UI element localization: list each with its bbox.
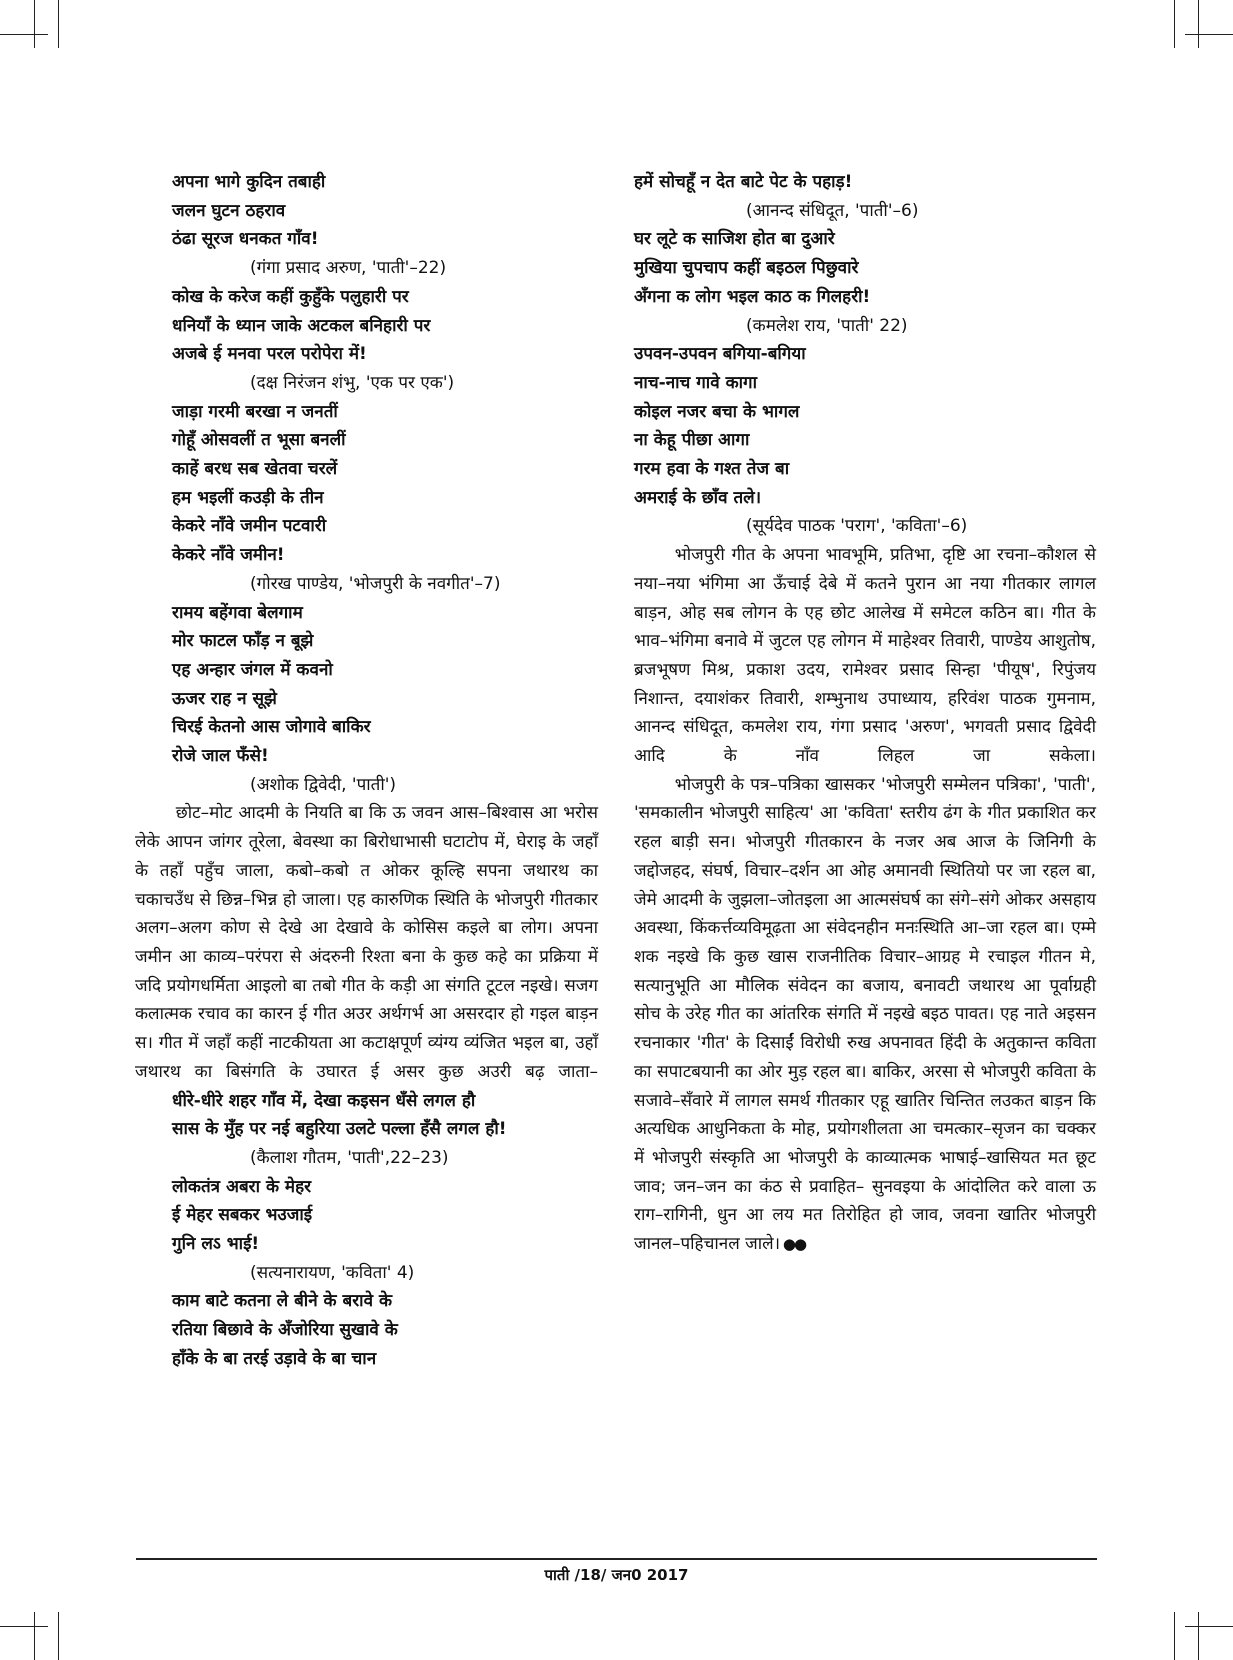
verse-line: जलन घुटन ठहराव: [172, 200, 286, 221]
verse-line: उपवन-उपवन बगिया-बगिया: [634, 344, 806, 365]
paragraph: [135, 799, 598, 1086]
paragraph: [634, 771, 1096, 1259]
verse-line: रामय बहेंगवा बेलगाम: [172, 602, 303, 623]
crop-mark: [0, 34, 48, 35]
crop-mark: [0, 1626, 48, 1627]
verse-line: केकरे नाँवे जमीन पटवारी: [172, 516, 327, 537]
verse-line: अमराई के छाँव तले।: [634, 487, 762, 508]
verse-line: गरम हवा के गश्त तेज बा: [634, 459, 790, 480]
verse-line: घर लूटे क साजिश होत बा दुआरे: [634, 229, 835, 250]
verse-line: ई मेहर सबकर भउजाई: [172, 1205, 313, 1226]
crop-mark: [58, 0, 59, 48]
paragraph-text: भोजपुरी गीत के अपना भावभूमि, प्रतिभा, दृष्टि आ रचना–कौशल से नया–नया भंगिमा आ ऊँचाई देबे में कतने पुरान आ नया गीतकार लागल बाड़न, ओह सब लोगन के एह छोट आलेख में समेटल कठिन बा। गीत के भाव–भंगिमा बनावे में जुटल एह लोगन में माहेश्वर तिवारी, पाण्डेय आशुतोष, ब्रजभूषण मिश्र, प्रकाश उदय, रामेश्वर प्रसाद सिन्हा 'पीयूष', रिपुंजय निशान्त, दयाशंकर तिवारी, शम्भुनाथ उपाध्याय, हरिवंश पाठक गुमनाम, आनन्द संधिदूत, कमलेश राय, गंगा प्रसाद 'अरुण', भगवती प्रसाद द्विवेदी आदि के नाँव लिहल जा सकेला।: [634, 545, 1096, 767]
verse-line: मुखिया चुपचाप कहीं बइठल पिछुवारे: [634, 258, 859, 279]
paragraph-text: छोट–मोट आदमी के नियति बा कि ऊ जवन आस–बिश्वास आ भरोस लेके आपन जांगर तूरेला, बेवस्था का बिरोधाभासी घटाटोप में, घेराइ के जहाँ के तहाँ पहुँच जाला, कबो–कबो त ओकर कूल्हि सपना जथारथ का चकाचउँध से छिन्न–भिन्न हो जाला। एह कारुणिक स्थिति के भोजपुरी गीतकार अलग–अलग कोण से देखे आ देखावे के कोसिस कइले बा लोग। अपना जमीन आ काव्य–परंपरा से अंदरुनी रिश्ता बना के कुछ कहे का प्रक्रिया में जदि प्रयोगधर्मिता आइलो बा तबो गीत के कड़ी आ संगति टूटल नइखे। सजग कलात्मक रचाव का कारन ई गीत अउर अर्थगर्भ आ असरदार हो गइल बाड़न स। गीत में जहाँ कहीं नाटकीयता आ कटाक्षपूर्ण व्यंग्य व्यंजित भइल बा, उहाँ जथारथ का बिसंगति के उघारत ई असर कुछ अउरी बढ़ जाता–: [135, 803, 598, 1082]
verse-line: लोकतंत्र अबरा के मेहर: [172, 1176, 312, 1197]
end-mark: ●●: [780, 1235, 806, 1254]
paragraph: [634, 541, 1096, 771]
crop-mark: [1185, 1626, 1233, 1627]
verse-line: धनियाँ के ध्यान जाके अटकल बनिहारी पर: [172, 315, 431, 336]
crop-mark: [58, 1612, 59, 1660]
verse-line: हाँके के बा तरई उड़ावे के बा चान: [172, 1348, 377, 1369]
crop-mark: [1174, 0, 1175, 48]
crop-mark: [34, 0, 35, 48]
verse-line: जाड़ा गरमी बरखा न जनतीं: [172, 401, 338, 422]
citation: (कैलाश गौतम, 'पाती',22–23): [250, 1147, 449, 1168]
crop-mark: [1185, 34, 1233, 35]
footer-rule: [136, 1558, 1097, 1560]
verse-line: कोख के करेज कहीं कुहुँके पलुहारी पर: [172, 286, 409, 307]
page-footer: पाती /18/ जन0 2017: [544, 1566, 689, 1584]
left-column: [135, 168, 598, 1374]
verse-line: अँगना क लोग भइल काठ क गिलहरी!: [634, 286, 871, 307]
verse-line: धीरे-धीरे शहर गाँव में, देखा कइसन धँसे लगल हौ: [172, 1090, 476, 1111]
citation: (आनन्द संधिदूत, 'पाती'–6): [746, 200, 919, 221]
citation: (अशोक द्विवेदी, 'पाती'): [250, 774, 397, 795]
verse-line: सास के मुँह पर नई बहुरिया उलटे पल्ला हँसै लगल हौ!: [172, 1119, 507, 1140]
verse-line: केकरे नाँवे जमीन!: [172, 545, 285, 566]
citation: (सत्यनारायण, 'कविता' 4): [250, 1262, 415, 1283]
crop-mark: [1198, 0, 1199, 48]
right-column: [634, 168, 1096, 1259]
verse-line: ठंढा सूरज धनकत गाँव!: [172, 229, 319, 250]
verse-line: अजबे ई मनवा परल परोपेरा में!: [172, 344, 367, 365]
verse-line: हम भइलीं कउड़ी के तीन: [172, 487, 324, 508]
verse-line: एह अन्हार जंगल में कवनो: [172, 659, 333, 680]
crop-mark: [1174, 1612, 1175, 1660]
verse-line: ना केहू पीछा आगा: [634, 430, 750, 451]
verse-line: गोहूँ ओसवलीं त भूसा बनलीं: [172, 430, 346, 451]
verse-line: कोइल नजर बचा के भागल: [634, 401, 800, 422]
citation: (कमलेश राय, 'पाती' 22): [746, 315, 908, 336]
verse-line: रतिया बिछावे के अँजोरिया सुखावे के: [172, 1320, 398, 1341]
verse-line: रोजे जाल फँसे!: [172, 746, 269, 767]
citation: (गंगा प्रसाद अरुण, 'पाती'–22): [250, 258, 447, 279]
verse-line: हमें सोचहूँ न देत बाटे पेट के पहाड़!: [634, 172, 853, 192]
verse-line: काहें बरध सब खेतवा चरलें: [172, 459, 338, 480]
paragraph-text: भोजपुरी के पत्र–पत्रिका खासकर 'भोजपुरी सम्मेलन पत्रिका', 'पाती', 'समकालीन भोजपुरी साहित्य' आ 'कविता' स्तरीय ढंग के गीत प्रकाशित कर रहल बाड़ी सन। भोजपुरी गीतकारन के नजर अब आज के जिनिगी के जद्दोजहद, संघर्ष, विचार–दर्शन आ ओह अमानवी स्थितियो पर जा रहल बा, जेमे आदमी के जुझला–जोतइला आ आत्मसंघर्ष का संगे–संगे ओकर असहाय अवस्था, किंकर्त्तव्यविमूढ़ता आ संवेदनहीन मनःस्थिति आ–जा रहल बा। एम्मे शक नइखे कि कुछ खास राजनीतिक विचार–आग्रह मे रचाइल गीतन मे, सत्यानुभूति आ मौलिक संवेदन का बजाय, बनावटी जथारथ आ पूर्वाग्रही सोच के उरेह गीत का आंतरिक संगति में नइखे बइठ पावत। एह नाते अइसन रचनाकार 'गीत' के दिसाईं विरोधी रुख अपनावत हिंदी के अतुकान्त कविता का सपाटबयानी का ओर मुड़ रहल बा। बाकिर, अरसा से भोजपुरी कविता के सजावे–सँवारे में लागल समर्थ गीतकार एहू खातिर चिन्तित लउकत बाड़न कि अत्यधिक आधुनिकता के मोह, प्रयोगशीलता आ चमत्कार–सृजन का चक्कर में भोजपुरी संस्कृति आ भोजपुरी के काव्यात्मक भाषाई–खासियत मत छूट जाव; जन–जन का कंठ से प्रवाहित– सुनवइया के आंदोलित करे वाला ऊ राग–रागिनी, धुन आ लय मत तिरोहित हो जाव, जवना खातिर भोजपुरी जानल–पहिचानल जाले।: [634, 774, 1096, 1255]
crop-mark: [34, 1612, 35, 1660]
verse-line: अपना भागे कुदिन तबाही: [172, 172, 326, 192]
citation: (सूर्यदेव पाठक 'पराग', 'कविता'–6): [746, 516, 968, 537]
crop-mark: [1198, 1612, 1199, 1660]
verse-line: गुनि लऽ भाई!: [172, 1234, 260, 1255]
citation: (गोरख पाण्डेय, 'भोजपुरी के नवगीत'–7): [250, 573, 501, 594]
verse-line: काम बाटे कतना ले बीने के बरावे के: [172, 1291, 393, 1312]
verse-line: ऊजर राह न सूझे: [172, 688, 277, 709]
verse-line: मोर फाटल फाँड़ न बूझे: [172, 631, 314, 652]
verse-line: नाच-नाच गावे कागा: [634, 372, 758, 393]
verse-line: चिरई केतनो आस जोगावे बाकिर: [172, 717, 371, 738]
citation: (दक्ष निरंजन शंभु, 'एक पर एक'): [250, 372, 455, 393]
